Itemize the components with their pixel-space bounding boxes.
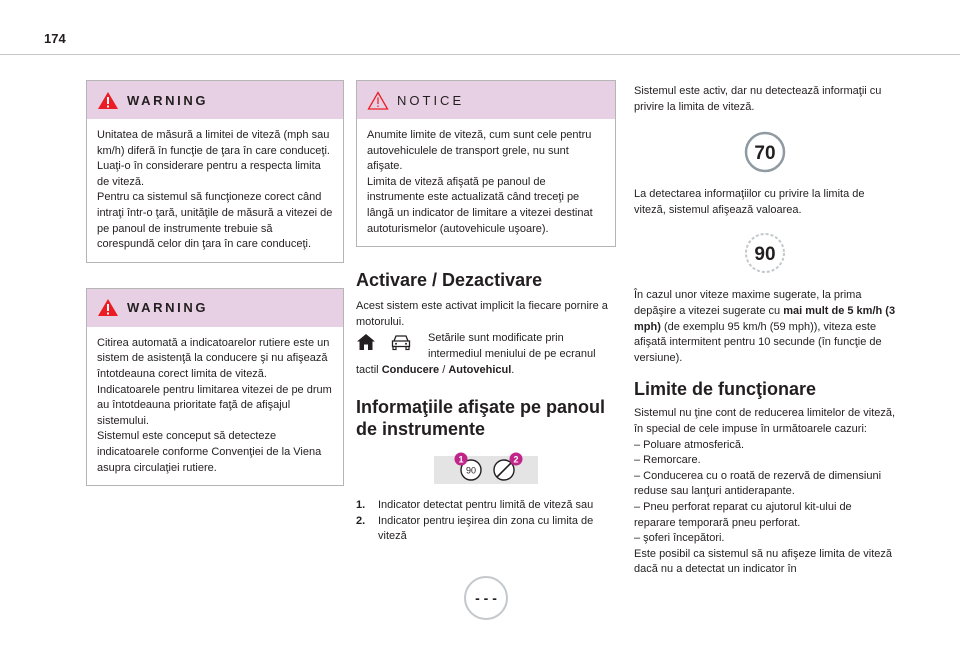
column-right [634,80,896,578]
suggested-speed-text: În cazul unor viteze maxime sugerate, la prima depăşire a vitezei sugerate cu mai mult de 5 km/h (3 mph) (de exemplu 95 km/h (59 mph)), viteza este afişată intermitent pentru 10 secunde (în funcţie de versiune). [634,289,896,364]
list-item: – Pneu perforat reparat cu ajutorul kit-ului de reparare temporară pneu perforat. [634,500,852,529]
indicator-illustration [356,456,616,484]
menu-path-driving: Conducere [381,363,440,376]
speed-sign-90 [634,232,896,274]
indicator-signs [434,456,538,484]
list-item: 1. Indicator detectat pentru limită de viteză sau [356,499,594,512]
notice-paragraph: Anumite limite de viteză, cum sunt cele pentru autovehiculele de transport grele, nu sunt afişate. [367,129,592,173]
warning-box-header [87,289,343,327]
sign-value-90: 90 [465,465,477,476]
warning-paragraph: Luaţi-o în considerare pentru a respecta limita de viteză. [97,160,321,188]
notice-paragraph: Limita de viteză afişată pe panoul de instrumente este actualizată când treceţi pe lângă un indicator de limitare a vitezei destinat autoturismelor (autovehicule uşoare). [367,175,593,235]
notice-box-body [357,119,615,246]
threshold-value: mai mult de 5 km/h (3 mph) [634,304,896,333]
activation-text [356,299,616,378]
list-item: – Poluare atmosferică. [634,438,745,451]
indicator-list [356,498,616,545]
warning-box-body [87,119,343,262]
notice-triangle-icon [367,91,389,110]
warning-box-2 [86,288,344,486]
home-icon [356,333,376,351]
speed-sign-70 [634,131,896,173]
warning-paragraph: Pentru ca sistemul să funcţioneze corect când intraţi într-o ţară, unităţile de măsură a vitezei de pe panoul de instrumente trebuie să corespundă celor din ţara în care conduceţi. [97,191,333,251]
warning-paragraph: Indicatoarele pentru limitarea vitezei de pe drum au întotdeauna prioritate faţă de afişajul sistemului. [97,383,332,427]
notice-label: NOTICE [397,92,465,108]
list-item: – Remorcare. [634,454,701,467]
dash-sign-icon [463,575,509,621]
top-rule [0,54,960,55]
activation-intro: Acest sistem este activat implicit la fiecare pornire a motorului. [356,300,608,328]
section-title-info: Informaţiile afişate pe panoul de instrumente [356,397,606,440]
menu-path-vehicle: Autovehicul [448,363,512,376]
section-title-limits: Limite de funcţionare [634,379,817,400]
tactile-end: . [511,363,515,376]
no-limit-sign [356,575,616,621]
warning-label: WARNING [127,92,209,108]
tactile-line [356,363,616,379]
warning-triangle-icon [97,91,119,110]
list-item: 2. Indicator pentru ieşirea din zona cu limita de viteză [356,514,594,543]
section-title-activation: Activare / Dezactivare [356,270,543,291]
sign-90-value: 90 [754,244,776,266]
indicator-strip [434,456,538,484]
tactile-prefix: tactil [356,363,382,376]
active-text: Sistemul este activ, dar nu detectează informaţii cu privire la limita de viteză. [634,85,882,113]
limits-text [634,406,896,578]
menu-icons [356,331,428,351]
notice-box [356,80,616,247]
page-number: 174 [44,31,66,46]
warning-box-header [87,81,343,119]
speed-limit-90-icon [744,232,786,274]
list-item: – şoferi începători. [634,532,725,545]
warning-box-body [87,327,343,485]
warning-paragraph: Sistemul este conceput să detecteze indicatoarele conforme Convenţiei de la Viena asupra circulaţiei rutiere. [97,430,322,474]
warning-box-1 [86,80,344,263]
callout-2: 2 [513,454,519,465]
warning-paragraph: Citirea automată a indicatoarelor rutiere este un sistem de asistenţă la conducere şi nu afişează întotdeauna corect limita de viteză. [97,336,330,380]
detect-text: La detectarea informaţiilor cu privire la limita de viteză, sistemul afişează valoarea. [634,188,865,216]
column-left [86,80,344,486]
limits-end: Este posibil ca sistemul să nu afişeze limita de viteză dacă nu a detectat un indicator în [634,547,893,576]
settings-line [356,331,616,362]
sign-70-value: 70 [754,143,776,165]
warning-triangle-icon [97,298,119,317]
dash-sign-value: - - - [475,589,497,606]
column-middle [356,80,616,621]
callout-1: 1 [458,454,464,465]
warning-paragraph: Unitatea de măsură a limitei de viteză (mph sau km/h) diferă în funcţie de ţara în care conduceţi. [97,129,330,157]
notice-box-header [357,81,615,119]
car-icon [390,333,412,351]
settings-text: Setările sunt modificate prin intermediul meniului de pe ecranul [428,332,596,360]
limits-intro: Sistemul nu ţine cont de reducerea limitelor de viteză, în special de cele impuse în următoarele cazuri: [634,407,896,435]
menu-path-separator: / [439,363,449,376]
warning-label: WARNING [127,300,209,316]
list-item: – Conducerea cu o roată de rezervă de dimensiuni reduse sau lanţuri antiderapante. [634,469,882,498]
speed-limit-70-icon [744,131,786,173]
